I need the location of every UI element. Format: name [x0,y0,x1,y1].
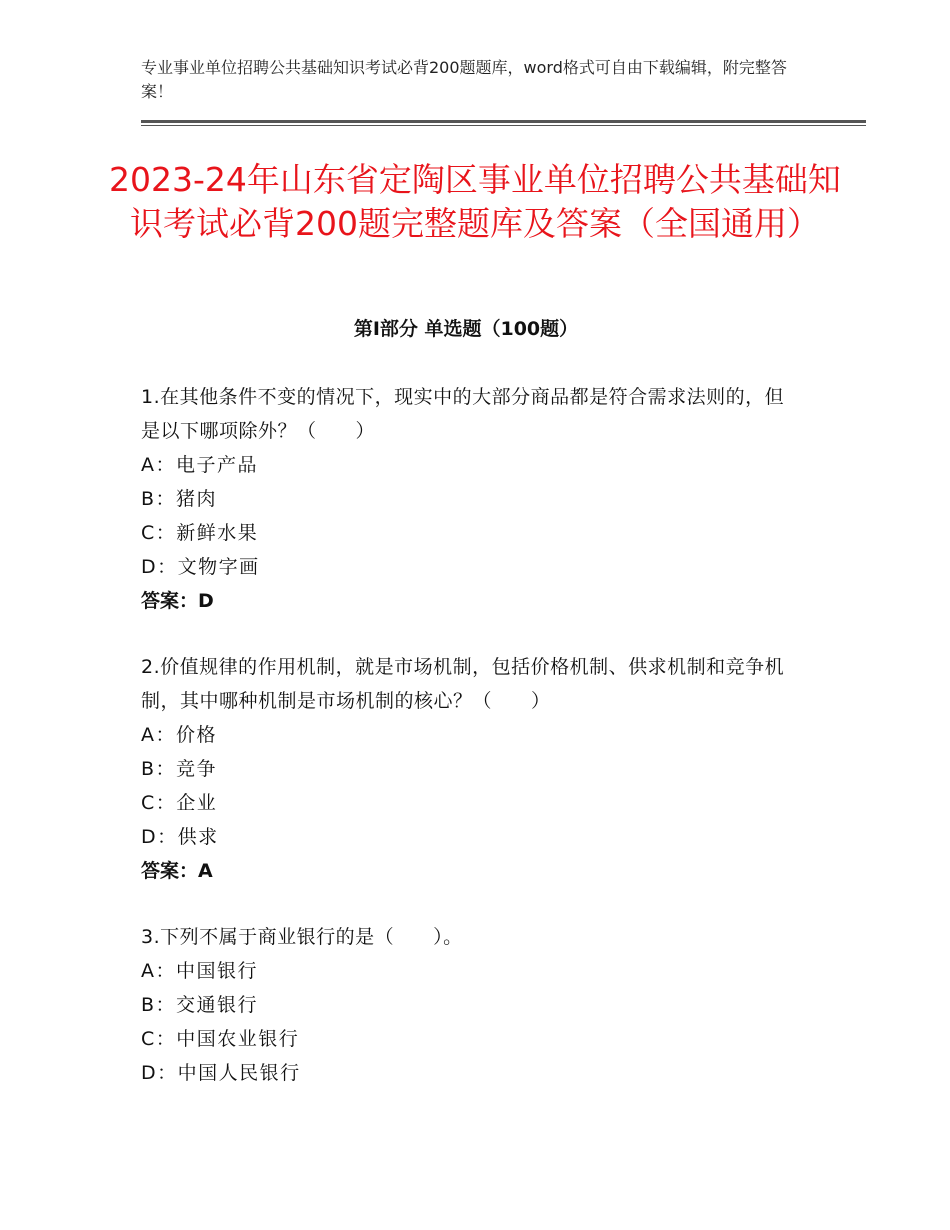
question-stem: 1.在其他条件不变的情况下，现实中的大部分商品都是符合需求法则的，但是以下哪项除外？（ ） [141,386,785,442]
answer: 答案：D [141,590,214,612]
option-b: B：交通银行 [141,994,259,1016]
question-list [141,380,801,1122]
question-1 [141,380,801,618]
header-note: 专业事业单位招聘公共基础知识考试必背200题题库，word格式可自由下载编辑，附完整答案！ [141,58,787,101]
question-stem: 3.下列不属于商业银行的是（ ）。 [141,926,463,948]
option-b: B：竞争 [141,758,218,780]
option-a: A：电子产品 [141,454,258,476]
option-c: C：新鲜水果 [141,522,259,544]
option-a: A：中国银行 [141,960,258,982]
option-a: A：价格 [141,724,217,746]
question-stem: 2.价值规律的作用机制，就是市场机制，包括价格机制、供求机制和竞争机制，其中哪种机制是市场机制的核心？（ ） [141,656,785,712]
option-c: C：中国农业银行 [141,1028,300,1050]
option-d: D：中国人民银行 [141,1062,301,1084]
answer: 答案：A [141,860,213,882]
header-divider-thin [141,125,866,126]
option-c: C：企业 [141,792,218,814]
section-title: 第Ⅰ部分 单选题（100题） [353,318,579,340]
question-3 [141,920,801,1090]
document-title: 2023-24年山东省定陶区事业单位招聘公共基础知识考试必背200题完整题库及答案（全国通用） [109,160,841,243]
question-2 [141,650,801,888]
option-d: D：文物字画 [141,556,260,578]
option-b: B：猪肉 [141,488,218,510]
option-d: D：供求 [141,826,219,848]
header-divider-thick [141,120,866,123]
